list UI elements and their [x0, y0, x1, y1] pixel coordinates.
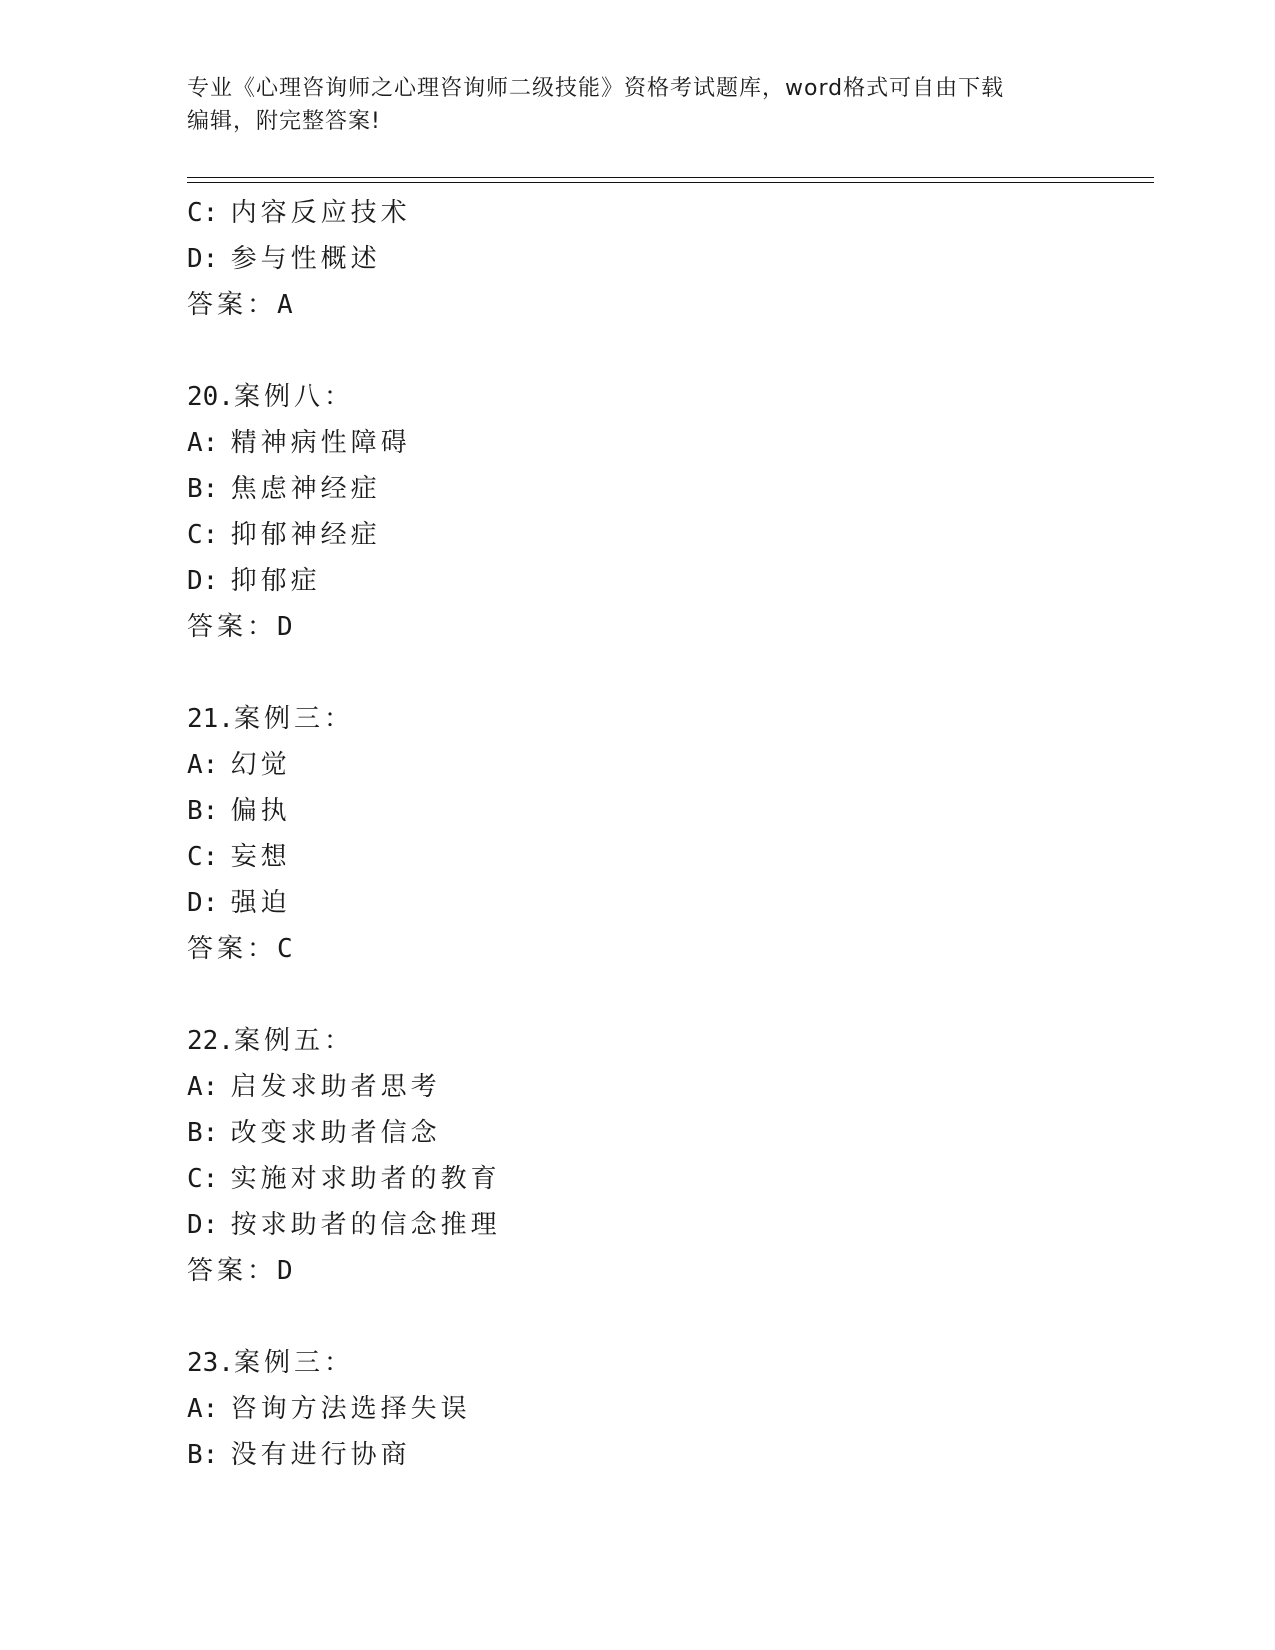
option-key: A: — [187, 1394, 219, 1424]
answer-value: D — [277, 612, 297, 642]
option-item — [187, 190, 1147, 236]
option-key: A: — [187, 750, 219, 780]
header-line-2: 编辑，附完整答案! — [187, 109, 381, 134]
option-item — [187, 788, 1147, 834]
option-key: D: — [187, 244, 219, 274]
question-number: 20. — [187, 382, 234, 412]
answer-label: 答案： — [187, 1256, 278, 1286]
option-text: 妄想 — [230, 842, 291, 872]
option-text: 改变求助者信念 — [230, 1118, 441, 1148]
option-item — [187, 1064, 1147, 1110]
option-key: C: — [187, 842, 219, 872]
option-item — [187, 558, 1147, 604]
question-number: 22. — [187, 1026, 234, 1056]
option-item — [187, 1432, 1147, 1478]
option-key: C: — [187, 520, 219, 550]
question-stem — [187, 1018, 1147, 1064]
option-item — [187, 466, 1147, 512]
option-key: A: — [187, 428, 219, 458]
option-text: 精神病性障碍 — [230, 428, 411, 458]
option-item — [187, 420, 1147, 466]
option-text: 按求助者的信念推理 — [230, 1210, 501, 1240]
answer-label: 答案： — [187, 290, 278, 320]
answer-line — [187, 604, 1147, 650]
option-text: 抑郁症 — [230, 566, 321, 596]
header-divider-top — [187, 177, 1154, 178]
answer-value: D — [277, 1256, 297, 1286]
answer-value: A — [277, 290, 297, 320]
question-list — [187, 190, 1147, 1478]
answer-line — [187, 282, 1147, 328]
option-item — [187, 512, 1147, 558]
option-item — [187, 880, 1147, 926]
option-item — [187, 742, 1147, 788]
option-key: B: — [187, 1118, 219, 1148]
option-key: B: — [187, 474, 219, 504]
answer-line — [187, 926, 1147, 972]
answer-label: 答案： — [187, 934, 278, 964]
question-text: 案例三： — [233, 704, 354, 734]
option-key: D: — [187, 1210, 219, 1240]
question-number: 21. — [187, 704, 234, 734]
answer-value: C — [277, 934, 297, 964]
option-key: B: — [187, 796, 219, 826]
option-text: 没有进行协商 — [230, 1440, 411, 1470]
option-key: A: — [187, 1072, 219, 1102]
question-stem — [187, 374, 1147, 420]
option-key: C: — [187, 198, 219, 228]
question-text: 案例五： — [233, 1026, 354, 1056]
option-text: 强迫 — [230, 888, 291, 918]
option-text: 内容反应技术 — [230, 198, 411, 228]
option-text: 幻觉 — [230, 750, 291, 780]
question-text: 案例三： — [233, 1348, 354, 1378]
option-item — [187, 834, 1147, 880]
spacer — [187, 1294, 1147, 1340]
spacer — [187, 328, 1147, 374]
option-item — [187, 236, 1147, 282]
option-key: B: — [187, 1440, 219, 1470]
option-text: 咨询方法选择失误 — [230, 1394, 471, 1424]
option-item — [187, 1110, 1147, 1156]
option-text: 偏执 — [230, 796, 291, 826]
answer-line — [187, 1248, 1147, 1294]
spacer — [187, 650, 1147, 696]
question-stem — [187, 696, 1147, 742]
option-key: C: — [187, 1164, 219, 1194]
option-item — [187, 1156, 1147, 1202]
answer-label: 答案： — [187, 612, 278, 642]
question-number: 23. — [187, 1348, 234, 1378]
option-text: 抑郁神经症 — [230, 520, 381, 550]
option-item — [187, 1386, 1147, 1432]
option-text: 实施对求助者的教育 — [230, 1164, 501, 1194]
header-divider-bottom — [187, 182, 1154, 183]
option-key: D: — [187, 566, 219, 596]
option-key: D: — [187, 888, 219, 918]
question-stem — [187, 1340, 1147, 1386]
spacer — [187, 972, 1147, 1018]
question-text: 案例八： — [233, 382, 354, 412]
header-line-1: 专业《心理咨询师之心理咨询师二级技能》资格考试题库，word格式可自由下载 — [187, 76, 1005, 101]
option-text: 参与性概述 — [230, 244, 381, 274]
option-text: 启发求助者思考 — [230, 1072, 441, 1102]
document-header — [187, 72, 1087, 138]
option-text: 焦虑神经症 — [230, 474, 381, 504]
option-item — [187, 1202, 1147, 1248]
